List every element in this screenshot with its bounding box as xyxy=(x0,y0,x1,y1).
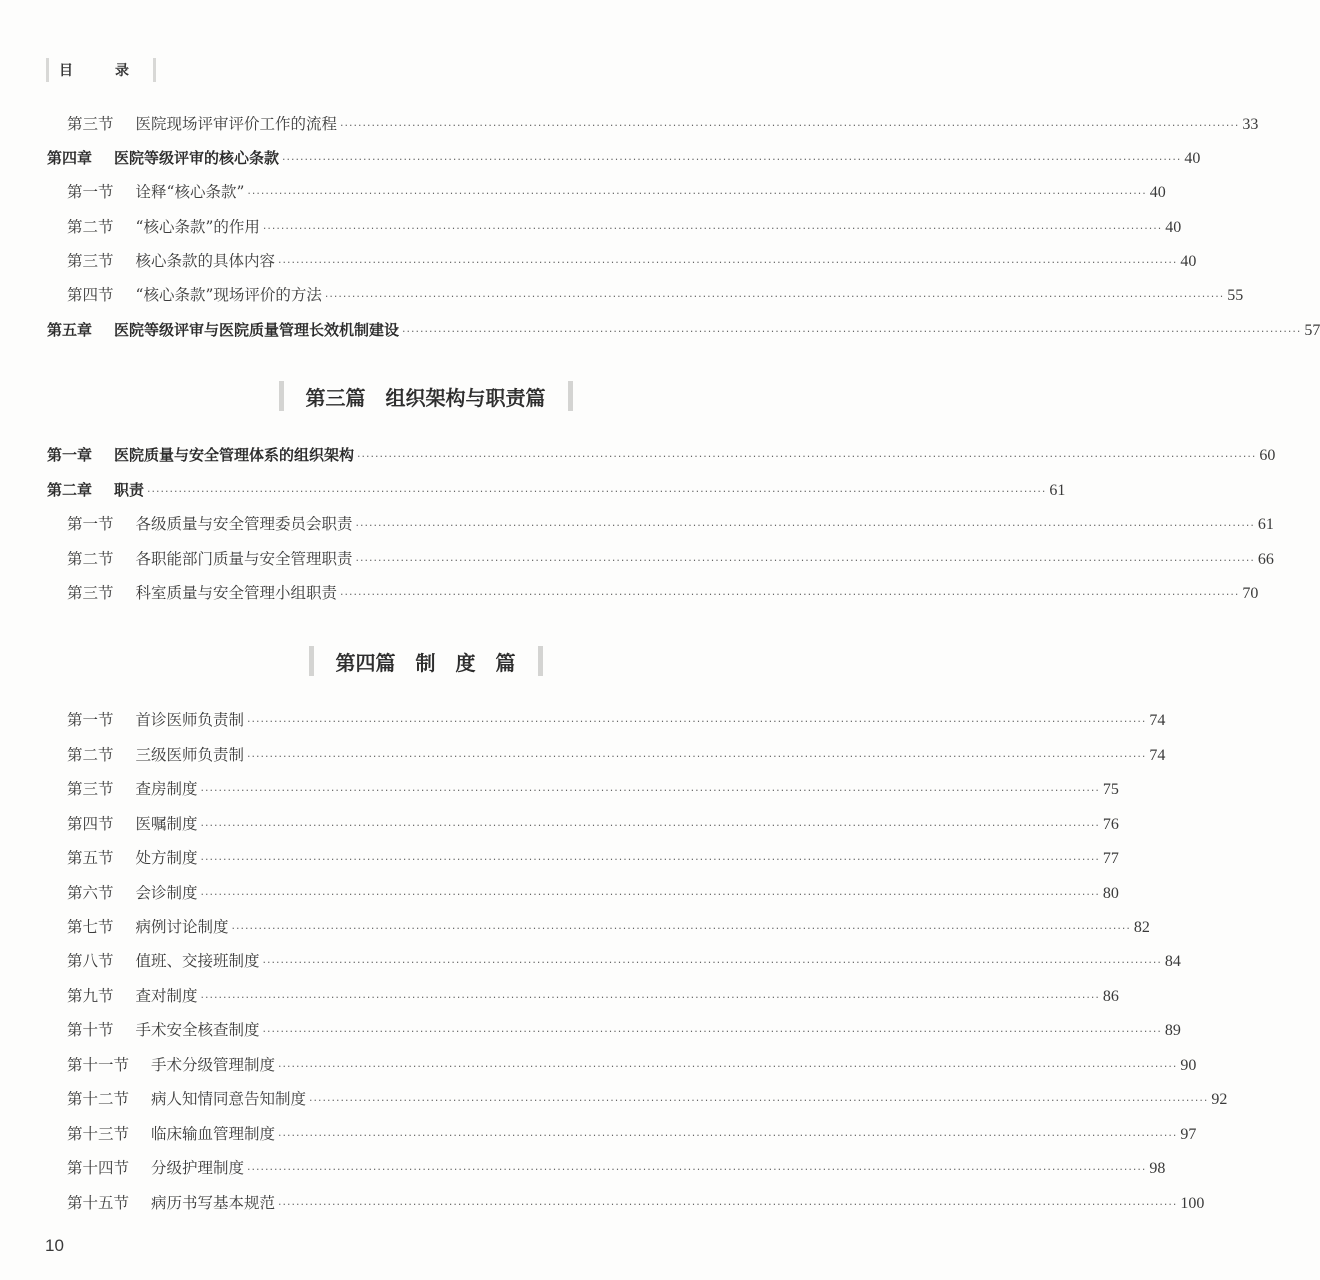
toc-entry-title: 手术安全核查制度 xyxy=(135,1021,260,1039)
toc-entry-page: 40 xyxy=(1184,150,1201,167)
toc-chapter-entry xyxy=(0,141,1201,175)
toc-entry-page: 86 xyxy=(1102,988,1119,1005)
leader-dots: ········································································································································································································ xyxy=(278,1060,1178,1073)
leader-dots: ········································································································································································································ xyxy=(278,256,1178,269)
toc-entry-page: 89 xyxy=(1164,1022,1181,1039)
leader-dots: ········································································································································································································ xyxy=(247,750,1147,763)
toc-section-entry xyxy=(0,244,1197,278)
toc-entry-label: 第十五节 xyxy=(67,1194,130,1212)
toc-section-entry xyxy=(0,210,1182,244)
toc-entry-label: 第五节 xyxy=(67,849,114,867)
toc-section-entry xyxy=(0,107,1259,141)
leader-dots: ········································································································································································································ xyxy=(262,956,1162,969)
toc-entry-title: 临床输血管理制度 xyxy=(151,1125,276,1143)
toc-entry-page: 82 xyxy=(1133,919,1150,936)
toc-entry-label: 第二节 xyxy=(67,550,114,568)
leader-dots: ········································································································································································································ xyxy=(357,450,1257,463)
toc-entry-title: 医院等级评审的核心条款 xyxy=(114,149,280,167)
leader-dots: ········································································································································································································ xyxy=(200,991,1100,1004)
toc-entry-title: 核心条款的具体内容 xyxy=(135,252,276,270)
toc-entry-title: 处方制度 xyxy=(135,849,198,867)
toc-chapter-entry xyxy=(0,313,1320,347)
toc-entry-title: 科室质量与安全管理小组职责 xyxy=(135,584,338,602)
leader-dots: ········································································································································································································ xyxy=(200,819,1100,832)
leader-dots: ········································································································································································································ xyxy=(200,853,1100,866)
toc-entry-label: 第一节 xyxy=(67,183,114,201)
toc-entry-page: 97 xyxy=(1180,1126,1197,1143)
leader-dots: ········································································································································································································ xyxy=(340,588,1240,601)
toc-section-entry xyxy=(0,542,1274,576)
toc-entry-label: 第十三节 xyxy=(67,1125,130,1143)
toc-entry-label: 第四节 xyxy=(67,286,114,304)
toc-section-entry xyxy=(0,807,1119,841)
toc-entry-page: 74 xyxy=(1149,747,1166,764)
part-bar-left xyxy=(309,646,314,676)
leader-dots: ········································································································································································································ xyxy=(200,784,1100,797)
toc-entry-label: 第二节 xyxy=(67,218,114,236)
leader-dots: ········································································································································································································ xyxy=(278,1198,1178,1211)
toc-entry-title: 医院现场评审评价工作的流程 xyxy=(135,115,338,133)
toc-entry-label: 第三节 xyxy=(67,115,114,133)
toc-section-entry xyxy=(0,1151,1166,1185)
leader-dots: ········································································································································································································ xyxy=(247,715,1147,728)
toc-entry-page: 57 xyxy=(1304,322,1320,339)
leader-dots: ········································································································································································································ xyxy=(355,519,1255,532)
toc-entry-title: 医嘱制度 xyxy=(135,815,198,833)
toc-entry-label: 第一章 xyxy=(47,446,93,464)
part-heading xyxy=(0,641,851,681)
toc-section-entry xyxy=(0,772,1119,806)
toc-entry-title: 查房制度 xyxy=(135,780,198,798)
toc-entry-label: 第九节 xyxy=(67,987,114,1005)
toc-entry-label: 第一节 xyxy=(67,515,114,533)
leader-dots: ········································································································································································································ xyxy=(247,1163,1147,1176)
toc-entry-page: 84 xyxy=(1164,953,1181,970)
toc-entry-title: 查对制度 xyxy=(135,987,198,1005)
toc-entry-label: 第八节 xyxy=(67,952,114,970)
toc-entry-page: 40 xyxy=(1149,184,1166,201)
toc-section-entry xyxy=(0,1117,1197,1151)
leader-dots: ········································································································································································································ xyxy=(402,325,1302,338)
toc-section-entry xyxy=(0,1013,1181,1047)
toc-section-entry xyxy=(0,507,1274,541)
toc-entry-label: 第一节 xyxy=(67,711,114,729)
toc-entry-label: 第七节 xyxy=(67,918,114,936)
toc-entry-label: 第四节 xyxy=(67,815,114,833)
toc-entry-label: 第三节 xyxy=(67,584,114,602)
toc-entry-page: 70 xyxy=(1242,585,1259,602)
leader-dots: ········································································································································································································ xyxy=(231,922,1131,935)
toc-entry-title: 医院质量与安全管理体系的组织架构 xyxy=(114,446,355,464)
leader-dots: ········································································································································································································ xyxy=(309,1094,1209,1107)
toc-entry-page: 90 xyxy=(1180,1057,1197,1074)
toc-section-entry xyxy=(0,1082,1228,1116)
header-title: 目 录 xyxy=(59,63,143,79)
toc-entry-label: 第十一节 xyxy=(67,1056,130,1074)
toc-entry-title: “核心条款”现场评价的方法 xyxy=(135,286,322,304)
toc-entry-title: 病人知情同意告知制度 xyxy=(151,1090,307,1108)
toc-section-entry xyxy=(0,576,1259,610)
page-header xyxy=(46,58,156,82)
leader-dots: ········································································································································································································ xyxy=(324,290,1225,303)
toc-entry-label: 第十节 xyxy=(67,1021,114,1039)
toc-entry-title: 三级医师负责制 xyxy=(135,746,245,764)
header-bar-right xyxy=(153,58,156,82)
toc-section-entry xyxy=(0,910,1150,944)
toc-entry-page: 55 xyxy=(1227,287,1244,304)
toc-entry-title: 诠释“核心条款” xyxy=(135,183,245,201)
toc-entry-title: 首诊医师负责制 xyxy=(135,711,245,729)
part-title: 第三篇 组织架构与职责篇 xyxy=(305,385,546,410)
toc-entry-label: 第十二节 xyxy=(67,1090,130,1108)
toc-entry-title: 病历书写基本规范 xyxy=(151,1194,276,1212)
toc-section-entry xyxy=(0,738,1166,772)
toc-entry-page: 74 xyxy=(1149,712,1166,729)
part-bar-right xyxy=(568,381,573,411)
toc-section-entry xyxy=(0,1048,1197,1082)
toc-section-entry xyxy=(0,175,1166,209)
toc-entry-label: 第五章 xyxy=(47,321,93,339)
toc-section-entry xyxy=(0,1186,1205,1220)
toc-entry-label: 第六节 xyxy=(67,884,114,902)
toc-entry-title: 值班、交接班制度 xyxy=(135,952,260,970)
leader-dots: ········································································································································································································ xyxy=(262,1025,1162,1038)
toc-section-entry xyxy=(0,876,1119,910)
toc-entry-page: 66 xyxy=(1257,551,1274,568)
toc-chapter-entry xyxy=(0,473,1066,507)
toc-entry-label: 第三节 xyxy=(67,780,114,798)
toc-entry-page: 100 xyxy=(1180,1195,1205,1212)
toc-entry-page: 61 xyxy=(1257,516,1274,533)
toc-entry-title: 各级质量与安全管理委员会职责 xyxy=(135,515,353,533)
leader-dots: ········································································································································································································ xyxy=(147,485,1047,498)
toc-entry-page: 40 xyxy=(1180,253,1197,270)
part-title: 第四篇 制 度 篇 xyxy=(335,650,516,675)
leader-dots: ········································································································································································································ xyxy=(282,153,1182,166)
toc-entry-label: 第二节 xyxy=(67,746,114,764)
toc-entry-page: 60 xyxy=(1259,447,1276,464)
toc-entry-title: “核心条款”的作用 xyxy=(135,218,260,236)
toc-entry-page: 40 xyxy=(1165,219,1182,236)
toc-entry-page: 76 xyxy=(1102,816,1119,833)
toc-entry-title: 分级护理制度 xyxy=(151,1159,245,1177)
leader-dots: ········································································································································································································ xyxy=(247,187,1147,200)
toc-entry-title: 医院等级评审与医院质量管理长效机制建设 xyxy=(114,321,400,339)
toc-entry-title: 手术分级管理制度 xyxy=(151,1056,276,1074)
toc-entry-page: 98 xyxy=(1149,1160,1166,1177)
toc-entry-page: 92 xyxy=(1211,1091,1228,1108)
part-heading xyxy=(0,376,851,416)
toc-entry-title: 各职能部门质量与安全管理职责 xyxy=(135,550,353,568)
leader-dots: ········································································································································································································ xyxy=(340,119,1240,132)
toc-section-entry xyxy=(0,278,1244,312)
toc-entry-page: 75 xyxy=(1102,781,1119,798)
toc-entry-label: 第三节 xyxy=(67,252,114,270)
leader-dots: ········································································································································································································ xyxy=(200,888,1100,901)
toc-section-entry xyxy=(0,841,1119,875)
toc-entry-title: 职责 xyxy=(114,481,145,499)
toc-section-entry xyxy=(0,703,1166,737)
header-bar-left xyxy=(46,58,49,82)
page-number: 10 xyxy=(45,1236,64,1255)
toc-entry-title: 病例讨论制度 xyxy=(135,918,229,936)
leader-dots: ········································································································································································································ xyxy=(355,554,1255,567)
leader-dots: ········································································································································································································ xyxy=(278,1129,1178,1142)
part-bar-left xyxy=(279,381,284,411)
toc-entry-label: 第十四节 xyxy=(67,1159,130,1177)
toc-entry-page: 33 xyxy=(1242,116,1259,133)
toc-entry-label: 第二章 xyxy=(47,481,93,499)
part-bar-right xyxy=(538,646,543,676)
toc-entry-page: 61 xyxy=(1049,482,1066,499)
toc-entry-page: 80 xyxy=(1102,885,1119,902)
leader-dots: ········································································································································································································ xyxy=(262,222,1163,235)
toc-section-entry xyxy=(0,944,1181,978)
toc-entry-title: 会诊制度 xyxy=(135,884,198,902)
toc-section-entry xyxy=(0,979,1119,1013)
toc-entry-label: 第四章 xyxy=(47,149,93,167)
toc-chapter-entry xyxy=(0,438,1276,472)
toc-entry-page: 77 xyxy=(1102,850,1119,867)
